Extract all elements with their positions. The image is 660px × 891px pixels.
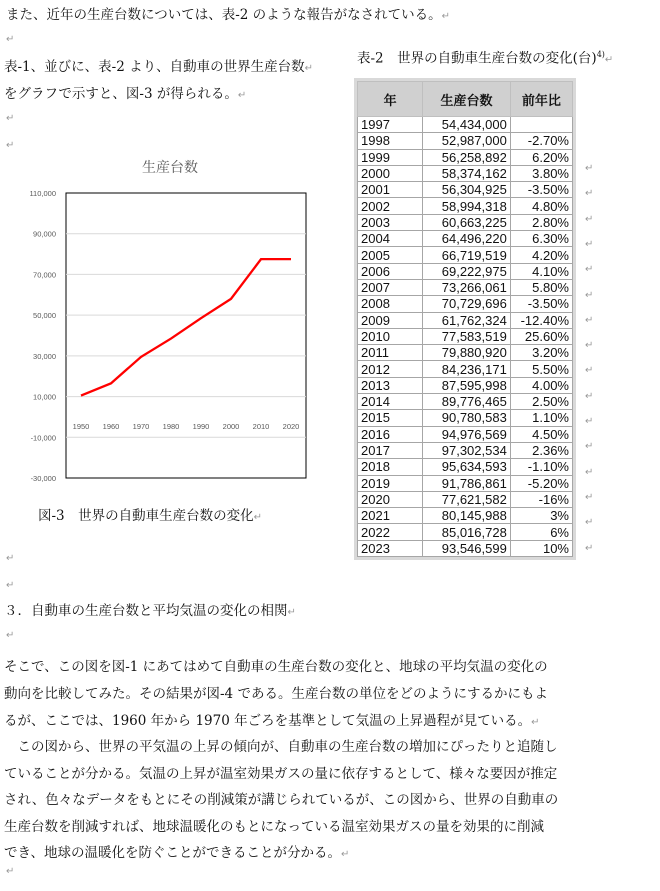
cell-production: 60,663,225 xyxy=(423,214,511,230)
empty-paragraph-mark: ↵ xyxy=(6,866,15,877)
cell-production: 97,302,534 xyxy=(423,442,511,458)
cell-production: 56,304,925 xyxy=(423,182,511,198)
y-tick-label: 10,000 xyxy=(33,392,56,402)
table-row xyxy=(358,312,573,328)
cell-yoy: -3.50% xyxy=(510,182,572,198)
cell-yoy: 2.36% xyxy=(510,442,572,458)
paragraph-mark: ↵ xyxy=(585,289,594,301)
text-line: され、色々なデータをもとにその削減策が講じられているが、この図から、世界の自動車の xyxy=(4,792,559,808)
table-row xyxy=(358,475,573,491)
section-heading: ３．自動車の生産台数と平均気温の変化の相関↵ xyxy=(4,603,296,619)
text-line: この図から、世界の平気温の上昇の傾向が、自動車の生産台数の増加にぴったりと追随し xyxy=(4,739,558,755)
cell-year: 2020 xyxy=(358,491,423,507)
cell-year: 2006 xyxy=(358,263,423,279)
cell-yoy: 4.50% xyxy=(510,426,572,442)
cell-yoy: 1.10% xyxy=(510,410,572,426)
text-line: そこで、この図を図-1 にあてはめて自動車の生産台数の変化と、地球の平均気温の変化の xyxy=(4,659,548,675)
cell-production: 77,621,582 xyxy=(423,491,511,507)
table-title-footnote: 4) xyxy=(596,50,605,59)
cell-yoy: 2.50% xyxy=(510,394,572,410)
cell-yoy: 4.20% xyxy=(510,247,572,263)
text-line: 生産台数を削減すれば、地球温暖化のもとになっている温室効果ガスの量を効果的に削減 xyxy=(4,818,544,835)
table-row xyxy=(358,426,573,442)
table-row xyxy=(358,296,573,312)
y-tick-label: 70,000 xyxy=(33,270,56,280)
paragraph-3 xyxy=(4,734,558,867)
header-yoy: 前年比 xyxy=(510,82,572,117)
y-tick-label: 90,000 xyxy=(33,229,56,239)
cell-year: 2023 xyxy=(358,540,423,556)
cell-year: 2009 xyxy=(358,312,423,328)
cell-production: 87,595,998 xyxy=(423,377,511,393)
cell-year: 2003 xyxy=(358,214,423,230)
paragraph-mark: ↵ xyxy=(585,491,594,503)
cell-year: 2022 xyxy=(358,524,423,540)
table-row xyxy=(358,198,573,214)
empty-paragraph-mark: ↵ xyxy=(6,34,15,45)
paragraph-mark: ↵ xyxy=(585,264,594,276)
cell-yoy: 25.60% xyxy=(510,328,572,344)
text-line: でき、地球の温暖化を防ぐことができることが分かる。↵ xyxy=(4,845,350,861)
production-table xyxy=(357,81,573,557)
table-row xyxy=(358,394,573,410)
paragraph-mark: ↵ xyxy=(585,466,594,478)
table-row xyxy=(358,491,573,507)
cell-yoy: 4.00% xyxy=(510,377,572,393)
table-header-row xyxy=(358,82,573,117)
cell-production: 84,236,171 xyxy=(423,361,511,377)
cell-year: 2016 xyxy=(358,426,423,442)
cell-yoy: -1.10% xyxy=(510,459,572,475)
cell-year: 1998 xyxy=(358,133,423,149)
paragraph-1-line-1: 表-1、並びに、表-2 より、自動車の世界生産台数↵ xyxy=(4,59,313,75)
paragraph-mark: ↵ xyxy=(585,441,594,453)
production-table-frame xyxy=(354,78,576,560)
text-line: るが、ここでは、1960 年から 1970 年ごろを基準として気温の上昇過程が見ている。↵ xyxy=(4,713,540,729)
paragraph-mark: ↵ xyxy=(585,188,594,200)
table-row xyxy=(358,508,573,524)
table-row xyxy=(358,410,573,426)
empty-paragraph-mark: ↵ xyxy=(6,140,15,151)
table-row xyxy=(358,182,573,198)
cell-production: 80,145,988 xyxy=(423,508,511,524)
cell-production: 58,994,318 xyxy=(423,198,511,214)
cell-production: 70,729,696 xyxy=(423,296,511,312)
header-year: 年 xyxy=(358,82,423,117)
cell-yoy: 6.30% xyxy=(510,231,572,247)
cell-yoy: 5.50% xyxy=(510,361,572,377)
paragraph-mark: ↵ xyxy=(585,314,594,326)
cell-production: 61,762,324 xyxy=(423,312,511,328)
cell-production: 54,434,000 xyxy=(423,117,511,133)
table-row xyxy=(358,214,573,230)
production-line-chart xyxy=(0,150,340,490)
paragraph-mark: ↵ xyxy=(585,517,594,529)
table-row xyxy=(358,459,573,475)
cell-yoy: 6.20% xyxy=(510,149,572,165)
cell-production: 89,776,465 xyxy=(423,394,511,410)
y-tick-label: 50,000 xyxy=(33,311,56,321)
cell-yoy: -2.70% xyxy=(510,133,572,149)
cell-year: 2008 xyxy=(358,296,423,312)
cell-year: 2018 xyxy=(358,459,423,475)
figure-caption: 図-3 世界の自動車生産台数の変化↵ xyxy=(38,508,263,524)
table-row xyxy=(358,540,573,556)
cell-production: 95,634,593 xyxy=(423,459,511,475)
cell-year: 2007 xyxy=(358,279,423,295)
cell-yoy: 4.10% xyxy=(510,263,572,279)
table-row xyxy=(358,345,573,361)
paragraph-mark: ↵ xyxy=(585,238,594,250)
cell-year: 2015 xyxy=(358,410,423,426)
intro-line: また、近年の生産台数については、表-2 のような報告がなされている。↵ xyxy=(6,7,451,23)
cell-year: 2017 xyxy=(358,442,423,458)
x-tick-label: 2020 xyxy=(282,421,300,431)
table-row xyxy=(358,361,573,377)
cell-production: 56,258,892 xyxy=(423,149,511,165)
cell-yoy: 5.80% xyxy=(510,279,572,295)
table-row xyxy=(358,247,573,263)
cell-year: 2012 xyxy=(358,361,423,377)
cell-yoy: -16% xyxy=(510,491,572,507)
cell-year: 2004 xyxy=(358,231,423,247)
cell-year: 2013 xyxy=(358,377,423,393)
cell-year: 2010 xyxy=(358,328,423,344)
text-line: 動向を比較してみた。その結果が図-4 である。生産台数の単位をどのようにするかにもよ xyxy=(4,686,548,702)
cell-year: 2000 xyxy=(358,165,423,181)
table-title: 表-2 世界の自動車生産台数の変化(台)$^{4)}$↵ xyxy=(357,50,614,67)
plot-area xyxy=(66,193,306,478)
empty-paragraph-mark: ↵ xyxy=(6,630,15,641)
cell-yoy: 10% xyxy=(510,540,572,556)
paragraph-mark: ↵ xyxy=(585,340,594,352)
x-tick-label: 1950 xyxy=(72,421,90,431)
cell-yoy: -12.40% xyxy=(510,312,572,328)
chart-title: 生産台数 xyxy=(142,159,198,175)
cell-yoy: 3% xyxy=(510,508,572,524)
paragraph-mark: ↵ xyxy=(585,416,594,427)
cell-production: 69,222,975 xyxy=(423,263,511,279)
paragraph-mark: ↵ xyxy=(585,365,594,377)
cell-yoy: 6% xyxy=(510,524,572,540)
cell-production: 91,786,861 xyxy=(423,475,511,491)
table-row xyxy=(358,279,573,295)
cell-yoy: 4.80% xyxy=(510,198,572,214)
cell-production: 64,496,220 xyxy=(423,231,511,247)
x-tick-label: 2000 xyxy=(222,421,240,431)
header-production: 生産台数 xyxy=(423,82,511,117)
y-tick-label: 30,000 xyxy=(33,351,56,361)
cell-year: 2002 xyxy=(358,198,423,214)
empty-paragraph-mark: ↵ xyxy=(6,580,15,591)
empty-paragraph-mark: ↵ xyxy=(6,113,15,124)
cell-yoy: -3.50% xyxy=(510,296,572,312)
cell-yoy xyxy=(510,117,572,133)
cell-production: 93,546,599 xyxy=(423,540,511,556)
x-tick-label: 1980 xyxy=(162,421,180,431)
x-tick-label: 1990 xyxy=(192,421,210,431)
cell-production: 94,976,569 xyxy=(423,426,511,442)
paragraph-mark: ↵ xyxy=(585,213,594,225)
table-row xyxy=(358,524,573,540)
cell-year: 1997 xyxy=(358,117,423,133)
cell-year: 2011 xyxy=(358,345,423,361)
text-line: ていることが分かる。気温の上昇が温室効果ガスの量に依存するとして、様々な要因が推定 xyxy=(4,765,558,782)
cell-production: 85,016,728 xyxy=(423,524,511,540)
cell-year: 2001 xyxy=(358,182,423,198)
y-tick-label: -10,000 xyxy=(30,433,56,443)
cell-year: 2014 xyxy=(358,394,423,410)
table-row xyxy=(358,442,573,458)
cell-yoy: -5.20% xyxy=(510,475,572,491)
table-row xyxy=(358,165,573,181)
paragraph-mark: ↵ xyxy=(585,163,594,174)
paragraph-mark: ↵ xyxy=(585,390,594,402)
table-row xyxy=(358,328,573,344)
table-row xyxy=(358,377,573,393)
empty-paragraph-mark: ↵ xyxy=(6,553,15,564)
cell-production: 77,583,519 xyxy=(423,328,511,344)
x-tick-label: 1960 xyxy=(102,421,120,431)
x-tick-label: 2010 xyxy=(252,421,270,431)
table-row xyxy=(358,133,573,149)
x-tick-label: 1970 xyxy=(132,421,150,431)
cell-production: 58,374,162 xyxy=(423,165,511,181)
cell-yoy: 3.80% xyxy=(510,165,572,181)
cell-production: 52,987,000 xyxy=(423,133,511,149)
table-row xyxy=(358,263,573,279)
cell-production: 73,266,061 xyxy=(423,279,511,295)
cell-year: 1999 xyxy=(358,149,423,165)
cell-production: 66,719,519 xyxy=(423,247,511,263)
cell-year: 2019 xyxy=(358,475,423,491)
table-row xyxy=(358,149,573,165)
cell-yoy: 3.20% xyxy=(510,345,572,361)
cell-production: 79,880,920 xyxy=(423,345,511,361)
cell-year: 2021 xyxy=(358,508,423,524)
cell-year: 2005 xyxy=(358,247,423,263)
cell-production: 90,780,583 xyxy=(423,410,511,426)
table-row xyxy=(358,117,573,133)
y-tick-label: 110,000 xyxy=(29,189,56,198)
cell-yoy: 2.80% xyxy=(510,214,572,230)
y-tick-label: -30,000 xyxy=(30,474,56,483)
paragraph-mark: ↵ xyxy=(585,542,594,554)
paragraph-1-line-2: をグラフで示すと、図-3 が得られる。↵ xyxy=(4,86,247,102)
table-row xyxy=(358,231,573,247)
paragraph-2 xyxy=(4,654,548,735)
